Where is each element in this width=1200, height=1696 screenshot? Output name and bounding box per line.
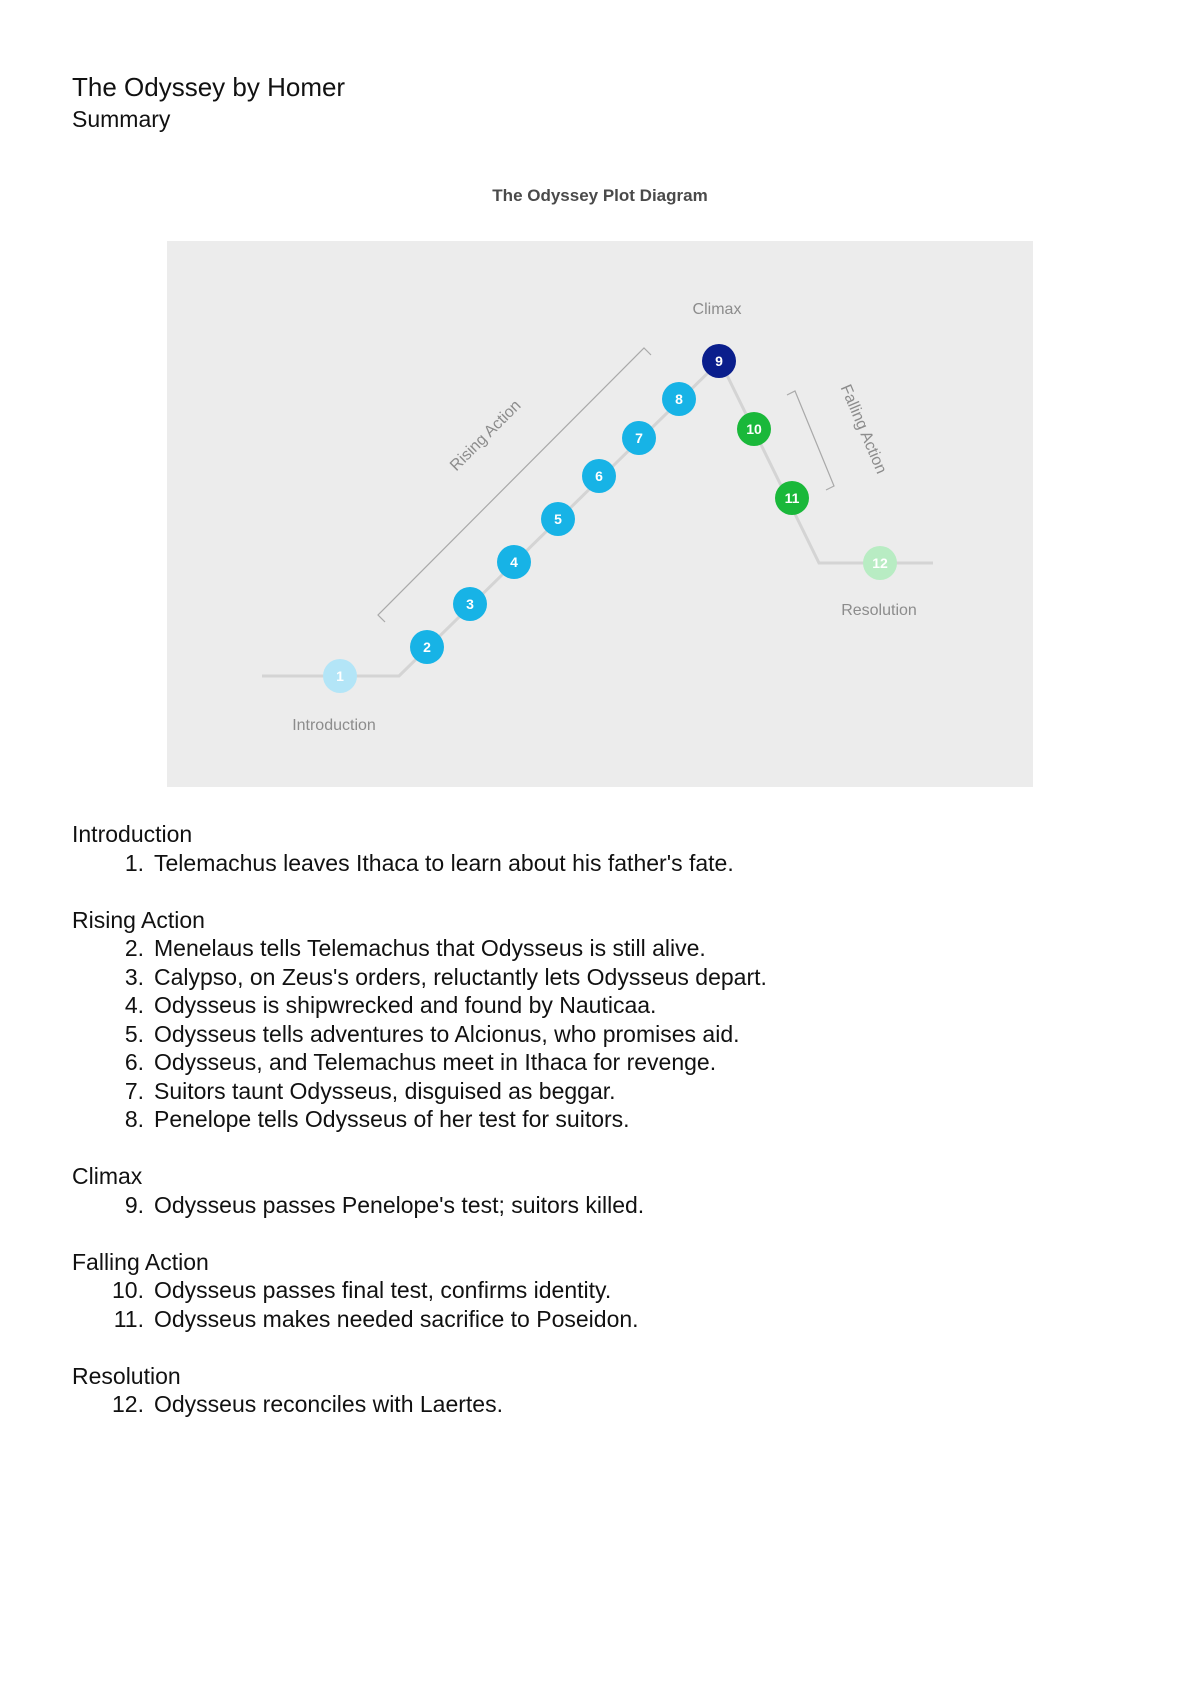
list-item-number: 7. (124, 1077, 144, 1104)
list-item (72, 963, 1132, 992)
plot-node-7 (622, 421, 656, 455)
list-item (72, 1390, 1132, 1419)
list-item-text: Penelope tells Odysseus of her test for suitors. (154, 1106, 630, 1132)
plot-node-9 (702, 344, 736, 378)
plot-node-number: 3 (466, 596, 474, 612)
document-subtitle: Summary (72, 106, 171, 132)
plot-summary-sections (72, 820, 1132, 1447)
plot-node-1 (323, 659, 357, 693)
plot-nodes (323, 344, 897, 693)
list-item (72, 1077, 1132, 1106)
plot-node-8 (662, 382, 696, 416)
plot-node-number: 7 (635, 430, 643, 446)
list-item (72, 991, 1132, 1020)
plot-node-5 (541, 502, 575, 536)
list-item-text: Odysseus passes final test, confirms identity. (154, 1277, 612, 1303)
introduction-label: Introduction (292, 717, 376, 734)
list-item (72, 1105, 1132, 1134)
section-heading: Introduction (72, 821, 193, 847)
plot-node-number: 12 (872, 555, 888, 571)
list-item-number: 5. (124, 1020, 144, 1047)
plot-diagram-canvas (167, 241, 1033, 787)
plot-track-line (262, 361, 933, 676)
list-item-text: Odysseus passes Penelope's test; suitors killed. (154, 1191, 645, 1218)
list-item-text: Odysseus makes needed sacrifice to Poseidon. (154, 1305, 639, 1332)
list-item-number: 3. (124, 963, 144, 990)
list-item-number: 6. (124, 1049, 144, 1075)
list-item (72, 934, 1132, 963)
plot-node-number: 6 (595, 468, 603, 484)
plot-node-number: 2 (423, 639, 431, 655)
list-item-number: 1. (124, 849, 144, 876)
list-item-number: 2. (124, 935, 144, 961)
list-item (72, 1020, 1132, 1049)
list-item-number: 11. (113, 1305, 144, 1332)
rising-action-label: Rising Action (447, 397, 525, 475)
falling-action-label: Falling Action (836, 382, 890, 477)
section-heading: Resolution (72, 1362, 181, 1389)
section-climax (72, 1162, 1132, 1219)
section-rising-action (72, 906, 1132, 1134)
plot-node-number: 4 (510, 554, 518, 570)
list-item-text: Calypso, on Zeus's orders, reluctantly lets Odysseus depart. (154, 963, 767, 990)
list-item-text: Odysseus is shipwrecked and found by Nauticaa. (154, 992, 657, 1018)
list-item-text: Menelaus tells Telemachus that Odysseus is still alive. (154, 935, 706, 961)
plot-node-number: 8 (675, 391, 683, 407)
section-resolution (72, 1362, 1132, 1419)
list-item-text: Odysseus tells adventures to Alcionus, who promises aid. (154, 1020, 740, 1047)
plot-node-number: 10 (746, 421, 762, 437)
climax-label: Climax (692, 301, 742, 318)
list-item-number: 4. (124, 992, 144, 1018)
list-item (72, 1048, 1132, 1077)
plot-node-12 (863, 546, 897, 580)
section-introduction (72, 820, 1132, 877)
plot-node-11 (775, 481, 809, 515)
list-item (72, 1305, 1132, 1334)
plot-diagram (167, 241, 1033, 787)
document-title: The Odyssey by Homer (72, 72, 346, 102)
list-item-number: 9. (124, 1191, 144, 1218)
list-item (72, 1191, 1132, 1220)
resolution-label: Resolution (841, 602, 917, 619)
list-item (72, 1276, 1132, 1305)
section-falling-action (72, 1248, 1132, 1334)
plot-node-number: 11 (784, 490, 800, 506)
list-item-text: Odysseus, and Telemachus meet in Ithaca for revenge. (154, 1049, 717, 1075)
section-heading: Falling Action (72, 1248, 209, 1275)
list-item-text: Telemachus leaves Ithaca to learn about his father's fate. (154, 849, 734, 876)
section-heading: Rising Action (72, 906, 205, 933)
plot-node-number: 1 (336, 668, 344, 684)
list-item-number: 10. (112, 1277, 144, 1303)
list-item (72, 849, 1132, 878)
plot-node-10 (737, 412, 771, 446)
list-item-text: Odysseus reconciles with Laertes. (154, 1391, 503, 1417)
plot-node-3 (453, 587, 487, 621)
list-item-text: Suitors taunt Odysseus, disguised as beggar. (154, 1077, 616, 1104)
plot-node-number: 9 (715, 353, 723, 369)
list-item-number: 8. (124, 1106, 144, 1132)
plot-node-4 (497, 545, 531, 579)
plot-node-6 (582, 459, 616, 493)
plot-node-number: 5 (554, 511, 562, 527)
plot-node-2 (410, 630, 444, 664)
diagram-title: The Odyssey Plot Diagram (492, 186, 708, 205)
falling-action-bracket (787, 391, 834, 490)
list-item-number: 12. (112, 1391, 144, 1417)
section-heading: Climax (72, 1163, 143, 1189)
